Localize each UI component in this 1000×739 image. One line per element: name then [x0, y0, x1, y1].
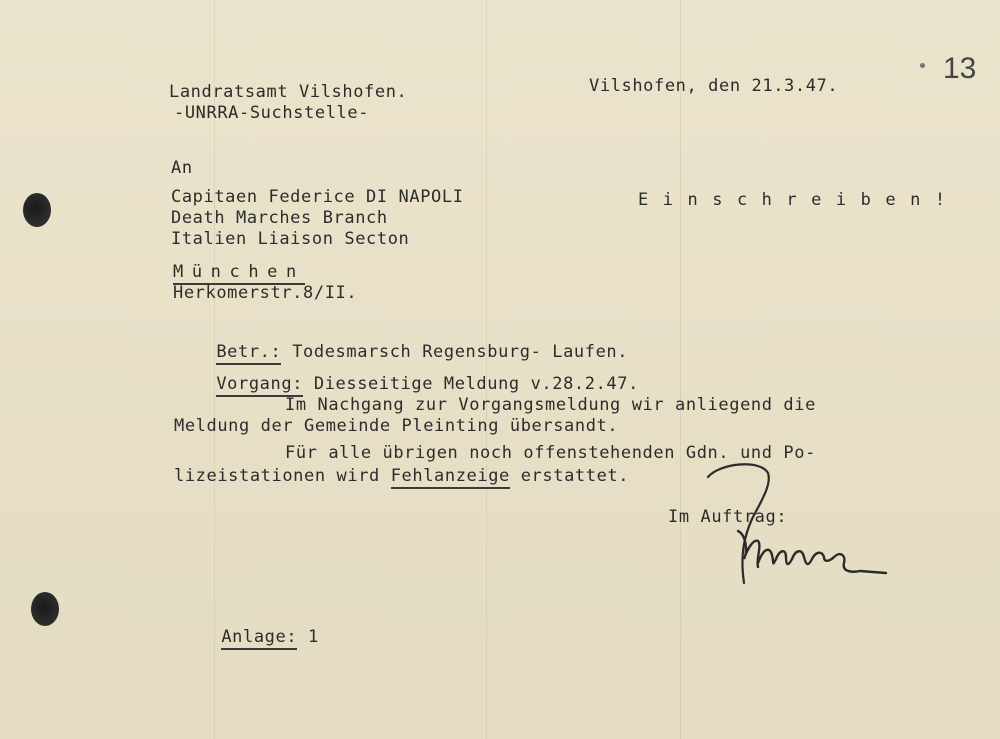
salutation: An [171, 158, 193, 178]
punch-hole [23, 193, 51, 227]
body-paragraph-1-line-1: Im Nachgang zur Vorgangsmeldung wir anliegend die [285, 395, 816, 415]
date-line: Vilshofen, den 21.3.47. [589, 76, 839, 96]
body-paragraph-2-line-1: Für alle übrigen noch offenstehenden Gdn. und Po- [285, 443, 816, 463]
body-paragraph-2-line-2 [174, 466, 629, 486]
reference-label: Vorgang: [216, 374, 303, 397]
recipient-section: Italien Liaison Secton [171, 229, 410, 249]
body-paragraph-1-line-2: Meldung der Gemeinde Pleinting übersandt. [174, 416, 619, 436]
emphasized-word: Fehlanzeige [391, 466, 510, 489]
page-mark-dot [920, 63, 925, 68]
sender-line-2: -UNRRA-Suchstelle- [174, 103, 370, 123]
punch-hole [31, 592, 59, 626]
enclosure-line [178, 607, 319, 667]
enclosure-count: 1 [308, 627, 319, 647]
subject-text: Todesmarsch Regensburg- Laufen. [292, 342, 629, 362]
recipient-street: Herkomerstr.8/II. [173, 283, 358, 303]
page-number: 13 [943, 52, 977, 85]
enclosure-label: Anlage: [221, 627, 297, 650]
reference-text: Diesseitige Meldung v.28.2.47. [313, 374, 639, 394]
body-text: erstattet. [509, 466, 630, 486]
recipient-department: Death Marches Branch [171, 208, 388, 228]
closing-line: Im Auftrag: [668, 507, 788, 527]
body-text: lizeistationen wird [174, 466, 391, 486]
recipient-city: München [173, 262, 305, 285]
recipient-name: Capitaen Federice DI NAPOLI [171, 187, 464, 207]
registered-mail-note: Einschreiben! [638, 190, 960, 210]
paper-fold-line [680, 0, 681, 739]
handwritten-signature [700, 455, 900, 595]
subject-label: Betr.: [216, 342, 281, 365]
sender-line-1: Landratsamt Vilshofen. [169, 82, 408, 102]
